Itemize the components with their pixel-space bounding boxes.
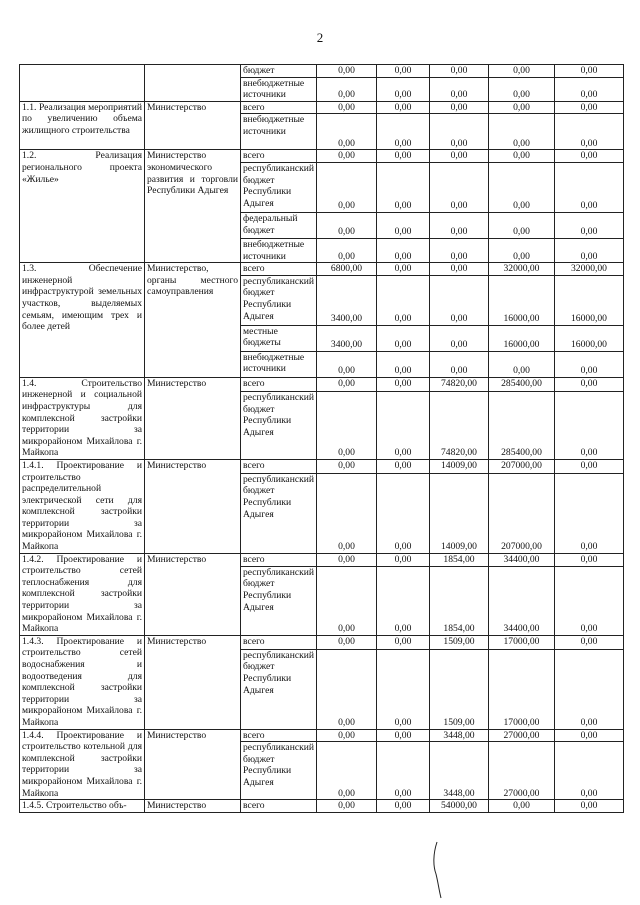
activity-name-cell: 1.1. Реализация мероприятий по увеличению объема жилищного строительства — [20, 101, 145, 150]
amount-cell: 0,00 — [555, 473, 624, 553]
amount-cell: 0,00 — [377, 101, 430, 114]
activity-name-cell: 1.4.5. Строительство объ- — [20, 800, 145, 813]
amount-cell: 0,00 — [489, 150, 555, 163]
amount-cell: 0,00 — [555, 65, 624, 78]
amount-cell: 16000,00 — [555, 275, 624, 325]
amount-cell: 0,00 — [555, 101, 624, 114]
amount-cell: 32000,00 — [555, 263, 624, 276]
funding-source-cell: внебюджетные источники — [241, 351, 317, 377]
activity-name-cell: 1.3. Обеспечение инженерной инфраструктурой земельных участков, выделяемых семьям, имеющим трех и более детей — [20, 263, 145, 378]
funding-source-cell: всего — [241, 101, 317, 114]
amount-cell: 0,00 — [377, 635, 430, 649]
amount-cell: 54000,00 — [430, 800, 489, 813]
amount-cell: 0,00 — [555, 114, 624, 150]
amount-cell: 0,00 — [555, 150, 624, 163]
responsible-cell: Министерство — [145, 553, 241, 635]
funding-source-cell: всего — [241, 263, 317, 276]
amount-cell: 0,00 — [555, 392, 624, 460]
amount-cell: 0,00 — [317, 635, 377, 649]
responsible-cell: Министерство — [145, 101, 241, 150]
amount-cell: 0,00 — [317, 377, 377, 391]
amount-cell: 0,00 — [555, 459, 624, 473]
funding-source-cell: всего — [241, 459, 317, 473]
amount-cell: 16000,00 — [489, 275, 555, 325]
amount-cell: 0,00 — [555, 800, 624, 813]
responsible-cell: Министерство — [145, 459, 241, 553]
funding-source-cell: республиканский бюджет Республики Адыгея — [241, 649, 317, 729]
amount-cell: 0,00 — [489, 800, 555, 813]
amount-cell: 1854,00 — [430, 553, 489, 566]
responsible-cell — [145, 65, 241, 102]
amount-cell: 0,00 — [430, 212, 489, 238]
page-number: 2 — [316, 30, 324, 45]
amount-cell: 0,00 — [430, 238, 489, 262]
amount-cell: 0,00 — [317, 473, 377, 553]
amount-cell: 0,00 — [377, 742, 430, 800]
amount-cell: 0,00 — [377, 65, 430, 78]
amount-cell: 1509,00 — [430, 649, 489, 729]
amount-cell: 0,00 — [430, 351, 489, 377]
table-row — [20, 263, 624, 276]
amount-cell: 17000,00 — [489, 649, 555, 729]
funding-source-cell: бюджет — [241, 65, 317, 78]
amount-cell: 0,00 — [377, 377, 430, 391]
amount-cell: 3448,00 — [430, 729, 489, 742]
amount-cell: 0,00 — [377, 800, 430, 813]
budget-table — [19, 64, 624, 813]
amount-cell: 0,00 — [555, 77, 624, 101]
table-row — [20, 377, 624, 391]
amount-cell: 0,00 — [555, 212, 624, 238]
amount-cell: 0,00 — [430, 162, 489, 212]
amount-cell: 1509,00 — [430, 635, 489, 649]
amount-cell: 0,00 — [489, 238, 555, 262]
amount-cell: 27000,00 — [489, 742, 555, 800]
table-row — [20, 150, 624, 163]
responsible-cell: Министерство, органы местного самоуправления — [145, 263, 241, 378]
activity-name-cell: 1.2. Реализация регионального проекта «Жилье» — [20, 150, 145, 263]
amount-cell: 3448,00 — [430, 742, 489, 800]
amount-cell: 34400,00 — [489, 566, 555, 635]
table-row — [20, 800, 624, 813]
funding-source-cell: федеральный бюджет — [241, 212, 317, 238]
amount-cell: 16000,00 — [489, 325, 555, 351]
funding-source-cell: всего — [241, 377, 317, 391]
amount-cell: 0,00 — [377, 77, 430, 101]
amount-cell: 0,00 — [317, 392, 377, 460]
amount-cell: 0,00 — [489, 351, 555, 377]
amount-cell: 0,00 — [430, 114, 489, 150]
amount-cell: 0,00 — [317, 150, 377, 163]
amount-cell: 0,00 — [377, 263, 430, 276]
amount-cell: 207000,00 — [489, 459, 555, 473]
table-row — [20, 459, 624, 473]
amount-cell: 0,00 — [377, 553, 430, 566]
amount-cell: 285400,00 — [489, 392, 555, 460]
responsible-cell: Министерство — [145, 729, 241, 800]
funding-source-cell: внебюджетные источники — [241, 77, 317, 101]
amount-cell: 0,00 — [317, 65, 377, 78]
amount-cell: 14009,00 — [430, 459, 489, 473]
amount-cell: 0,00 — [377, 729, 430, 742]
amount-cell: 0,00 — [377, 392, 430, 460]
funding-source-cell: республиканский бюджет Республики Адыгея — [241, 473, 317, 553]
amount-cell: 0,00 — [555, 729, 624, 742]
amount-cell: 0,00 — [555, 649, 624, 729]
amount-cell: 0,00 — [377, 473, 430, 553]
funding-source-cell: всего — [241, 729, 317, 742]
funding-source-cell: внебюджетные источники — [241, 238, 317, 262]
amount-cell: 17000,00 — [489, 635, 555, 649]
funding-source-cell: всего — [241, 553, 317, 566]
amount-cell: 0,00 — [317, 729, 377, 742]
amount-cell: 74820,00 — [430, 392, 489, 460]
amount-cell: 6800,00 — [317, 263, 377, 276]
amount-cell: 0,00 — [317, 649, 377, 729]
funding-source-cell: республиканский бюджет Республики Адыгея — [241, 566, 317, 635]
amount-cell: 0,00 — [317, 566, 377, 635]
amount-cell: 0,00 — [377, 351, 430, 377]
funding-source-cell: всего — [241, 150, 317, 163]
funding-source-cell: республиканский бюджет Республики Адыгея — [241, 392, 317, 460]
responsible-cell: Министерство — [145, 800, 241, 813]
amount-cell: 14009,00 — [430, 473, 489, 553]
amount-cell: 0,00 — [555, 377, 624, 391]
amount-cell: 0,00 — [317, 162, 377, 212]
amount-cell: 0,00 — [317, 77, 377, 101]
amount-cell: 285400,00 — [489, 377, 555, 391]
amount-cell: 16000,00 — [555, 325, 624, 351]
amount-cell: 27000,00 — [489, 729, 555, 742]
responsible-cell: Министерство — [145, 377, 241, 459]
amount-cell: 0,00 — [377, 566, 430, 635]
amount-cell: 0,00 — [377, 649, 430, 729]
funding-source-cell: внебюджетные источники — [241, 114, 317, 150]
activity-name-cell: 1.4.4. Проектирование и строительство котельной для комплексной застройки территории за микрорайоном Михайлова г. Майкопа — [20, 729, 145, 800]
activity-name-cell: 1.4.2. Проектирование и строительство сетей теплоснабжения для комплексной застройки территории за микрорайоном Михайлова г. Майкопа — [20, 553, 145, 635]
amount-cell: 32000,00 — [489, 263, 555, 276]
amount-cell: 0,00 — [555, 635, 624, 649]
activity-name-cell: 1.4.1. Проектирование и строительство распределительной электрической сети для комплексной застройки территории за микрорайоном Михайлова г. Майкопа — [20, 459, 145, 553]
amount-cell: 0,00 — [555, 351, 624, 377]
table-row — [20, 729, 624, 742]
amount-cell: 0,00 — [430, 101, 489, 114]
table-row — [20, 635, 624, 649]
amount-cell: 0,00 — [377, 212, 430, 238]
amount-cell: 0,00 — [317, 114, 377, 150]
handwritten-mark — [430, 840, 450, 900]
amount-cell: 0,00 — [555, 553, 624, 566]
amount-cell: 0,00 — [555, 238, 624, 262]
amount-cell: 0,00 — [489, 162, 555, 212]
table-row — [20, 101, 624, 114]
amount-cell: 0,00 — [430, 325, 489, 351]
amount-cell: 0,00 — [317, 101, 377, 114]
funding-source-cell: республиканский бюджет Республики Адыгея — [241, 275, 317, 325]
amount-cell: 0,00 — [377, 459, 430, 473]
amount-cell: 0,00 — [377, 162, 430, 212]
activity-name-cell — [20, 65, 145, 102]
amount-cell: 3400,00 — [317, 275, 377, 325]
amount-cell: 0,00 — [489, 65, 555, 78]
amount-cell: 0,00 — [489, 101, 555, 114]
amount-cell: 0,00 — [377, 114, 430, 150]
activity-name-cell: 1.4. Строительство инженерной и социальной инфраструктуры для комплексной застройки территории за микрорайоном Михайлова г. Майкопа — [20, 377, 145, 459]
amount-cell: 0,00 — [377, 325, 430, 351]
amount-cell: 0,00 — [317, 351, 377, 377]
amount-cell: 0,00 — [489, 212, 555, 238]
responsible-cell: Министерство экономического развития и торговли Республики Адыгея — [145, 150, 241, 263]
amount-cell: 0,00 — [377, 150, 430, 163]
amount-cell: 1854,00 — [430, 566, 489, 635]
amount-cell: 0,00 — [430, 263, 489, 276]
funding-source-cell: всего — [241, 800, 317, 813]
amount-cell: 0,00 — [317, 212, 377, 238]
amount-cell: 0,00 — [430, 275, 489, 325]
amount-cell: 0,00 — [430, 77, 489, 101]
amount-cell: 0,00 — [377, 238, 430, 262]
amount-cell: 0,00 — [317, 742, 377, 800]
amount-cell: 34400,00 — [489, 553, 555, 566]
table-row — [20, 65, 624, 78]
funding-source-cell: местные бюджеты — [241, 325, 317, 351]
amount-cell: 0,00 — [555, 566, 624, 635]
amount-cell: 0,00 — [430, 65, 489, 78]
table-row — [20, 553, 624, 566]
funding-source-cell: республиканский бюджет Республики Адыгея — [241, 742, 317, 800]
amount-cell: 0,00 — [317, 800, 377, 813]
amount-cell: 0,00 — [317, 553, 377, 566]
funding-source-cell: республиканский бюджет Республики Адыгея — [241, 162, 317, 212]
amount-cell: 3400,00 — [317, 325, 377, 351]
amount-cell: 0,00 — [555, 162, 624, 212]
amount-cell: 74820,00 — [430, 377, 489, 391]
activity-name-cell: 1.4.3. Проектирование и строительство сетей водоснабжения и водоотведения для комплексной застройки территории за микрорайоном Михайлова г. Майкопа — [20, 635, 145, 729]
amount-cell: 0,00 — [430, 150, 489, 163]
amount-cell: 0,00 — [317, 238, 377, 262]
amount-cell: 0,00 — [377, 275, 430, 325]
responsible-cell: Министерство — [145, 635, 241, 729]
funding-source-cell: всего — [241, 635, 317, 649]
amount-cell: 0,00 — [317, 459, 377, 473]
amount-cell: 0,00 — [489, 77, 555, 101]
amount-cell: 0,00 — [489, 114, 555, 150]
amount-cell: 0,00 — [555, 742, 624, 800]
amount-cell: 207000,00 — [489, 473, 555, 553]
